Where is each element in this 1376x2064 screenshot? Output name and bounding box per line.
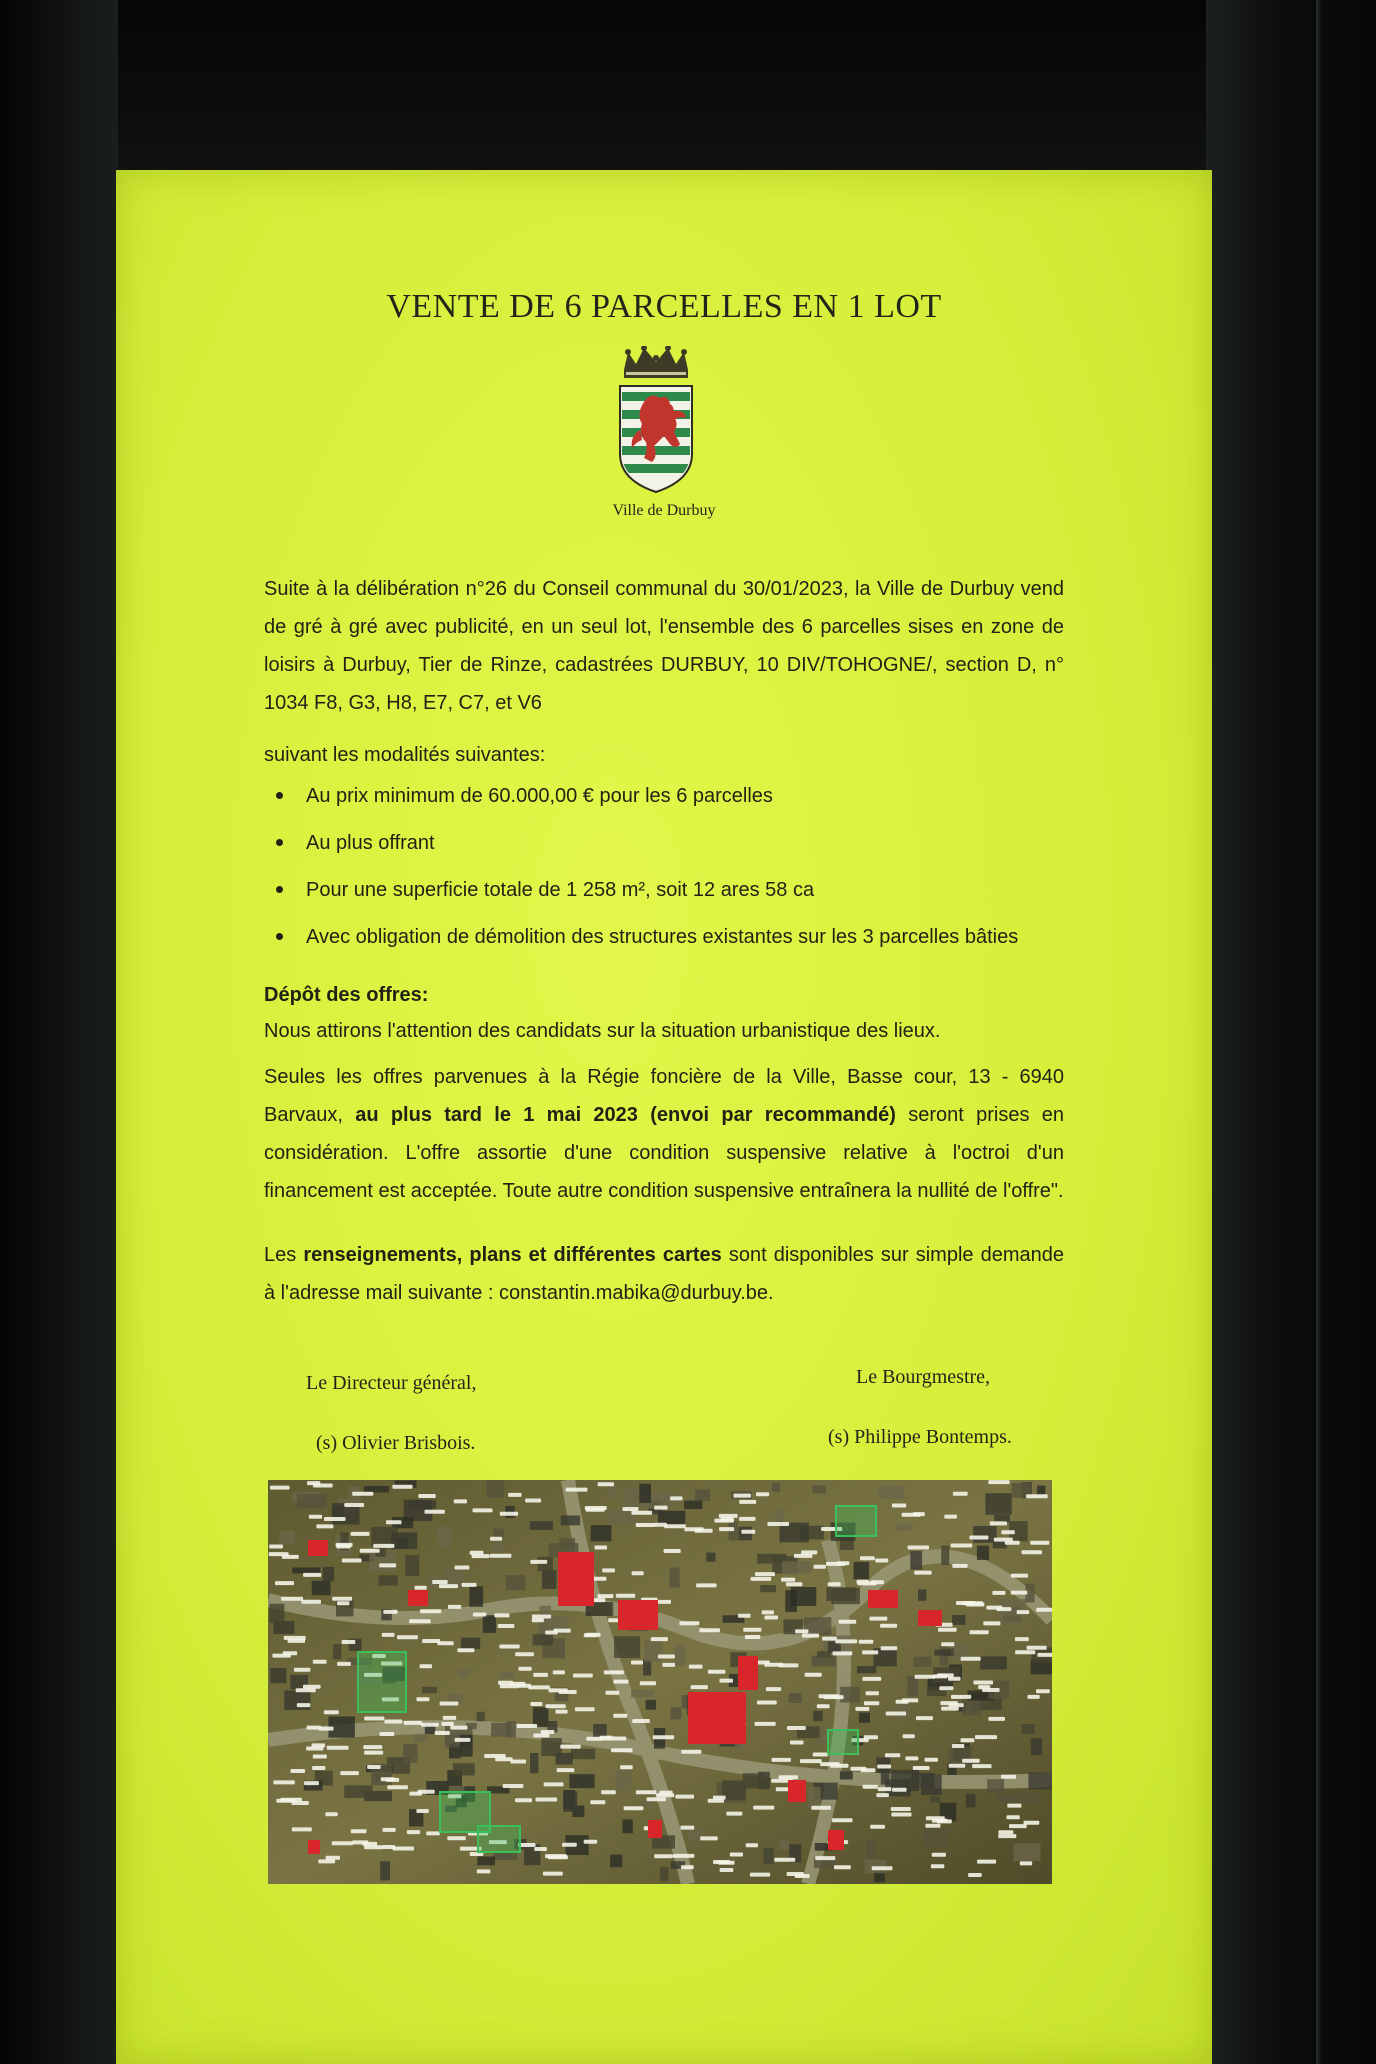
crest-caption: Ville de Durbuy (612, 502, 716, 519)
list-item: Au prix minimum de 60.000,00 € pour les 6 parcelles (274, 776, 1018, 823)
cadastral-map (268, 1480, 1052, 1884)
display-frame-left (0, 0, 118, 2064)
display-frame-right (1206, 0, 1376, 2064)
intro-paragraph: Suite à la délibération n°26 du Conseil communal du 30/01/2023, la Ville de Durbuy vend de gré à gré avec publicité, en un seul lot, l'ensemble des 6 parcelles sises en zone de loisirs à Durbuy, Tier de Rinze, cadastrées DURBUY, 10 DIV/TOHOGNE/, section D, n° 1034 F8, G3, H8, E7, C7, et V6 (264, 578, 1064, 714)
display-frame-top (0, 0, 1376, 170)
offers-deadline: au plus tard le 1 mai 2023 (envoi par recommandé) (355, 1104, 896, 1126)
notice-document (116, 170, 1212, 2064)
list-item: Au plus offrant (274, 823, 1018, 870)
contact-paragraph (264, 1236, 1064, 1312)
director-name: (s) Olivier Brisbois. (316, 1432, 476, 1454)
list-item: Pour une superficie totale de 1 258 m², soit 12 ares 58 ca (274, 870, 1018, 917)
contact-text-1: Les (264, 1244, 304, 1266)
contact-highlight: renseignements, plans et différentes cartes (303, 1244, 722, 1266)
mayor-name: (s) Philippe Bontemps. (828, 1426, 1012, 1448)
mayor-title: Le Bourgmestre, (856, 1366, 991, 1388)
contact-text-2: sont disponibles sur simple demande à l'adresse mail suivante : constantin.mabika@durbuy.be. (264, 1244, 1064, 1304)
notice-panel (116, 170, 1212, 2064)
offers-paragraph (264, 1058, 1064, 1210)
cadastral-map-image (268, 1480, 1052, 1884)
depot-heading: Dépôt des offres: (264, 984, 429, 1006)
director-title: Le Directeur général, (306, 1372, 477, 1394)
conditions-list (274, 776, 1018, 964)
offers-text-1: Seules les offres parvenues à la Régie foncière de la Ville, Basse cour, 13 - 6940 Barvaux, (264, 1066, 1064, 1126)
notice-title: VENTE DE 6 PARCELLES EN 1 LOT (386, 288, 942, 325)
list-item: Avec obligation de démolition des structures existantes sur les 3 parcelles bâties (274, 917, 1018, 964)
attention-line: Nous attirons l'attention des candidats sur la situation urbanistique des lieux. (264, 1020, 941, 1042)
coat-of-arms-icon (614, 346, 698, 496)
offers-text-2: seront prises en considération. L'offre assortie d'une condition suspensive relative à l'octroi d'un financement est acceptée. Toute autre condition suspensive entraînera la nullité de l'offre". (264, 1104, 1064, 1202)
modalites-line: suivant les modalités suivantes: (264, 744, 546, 766)
